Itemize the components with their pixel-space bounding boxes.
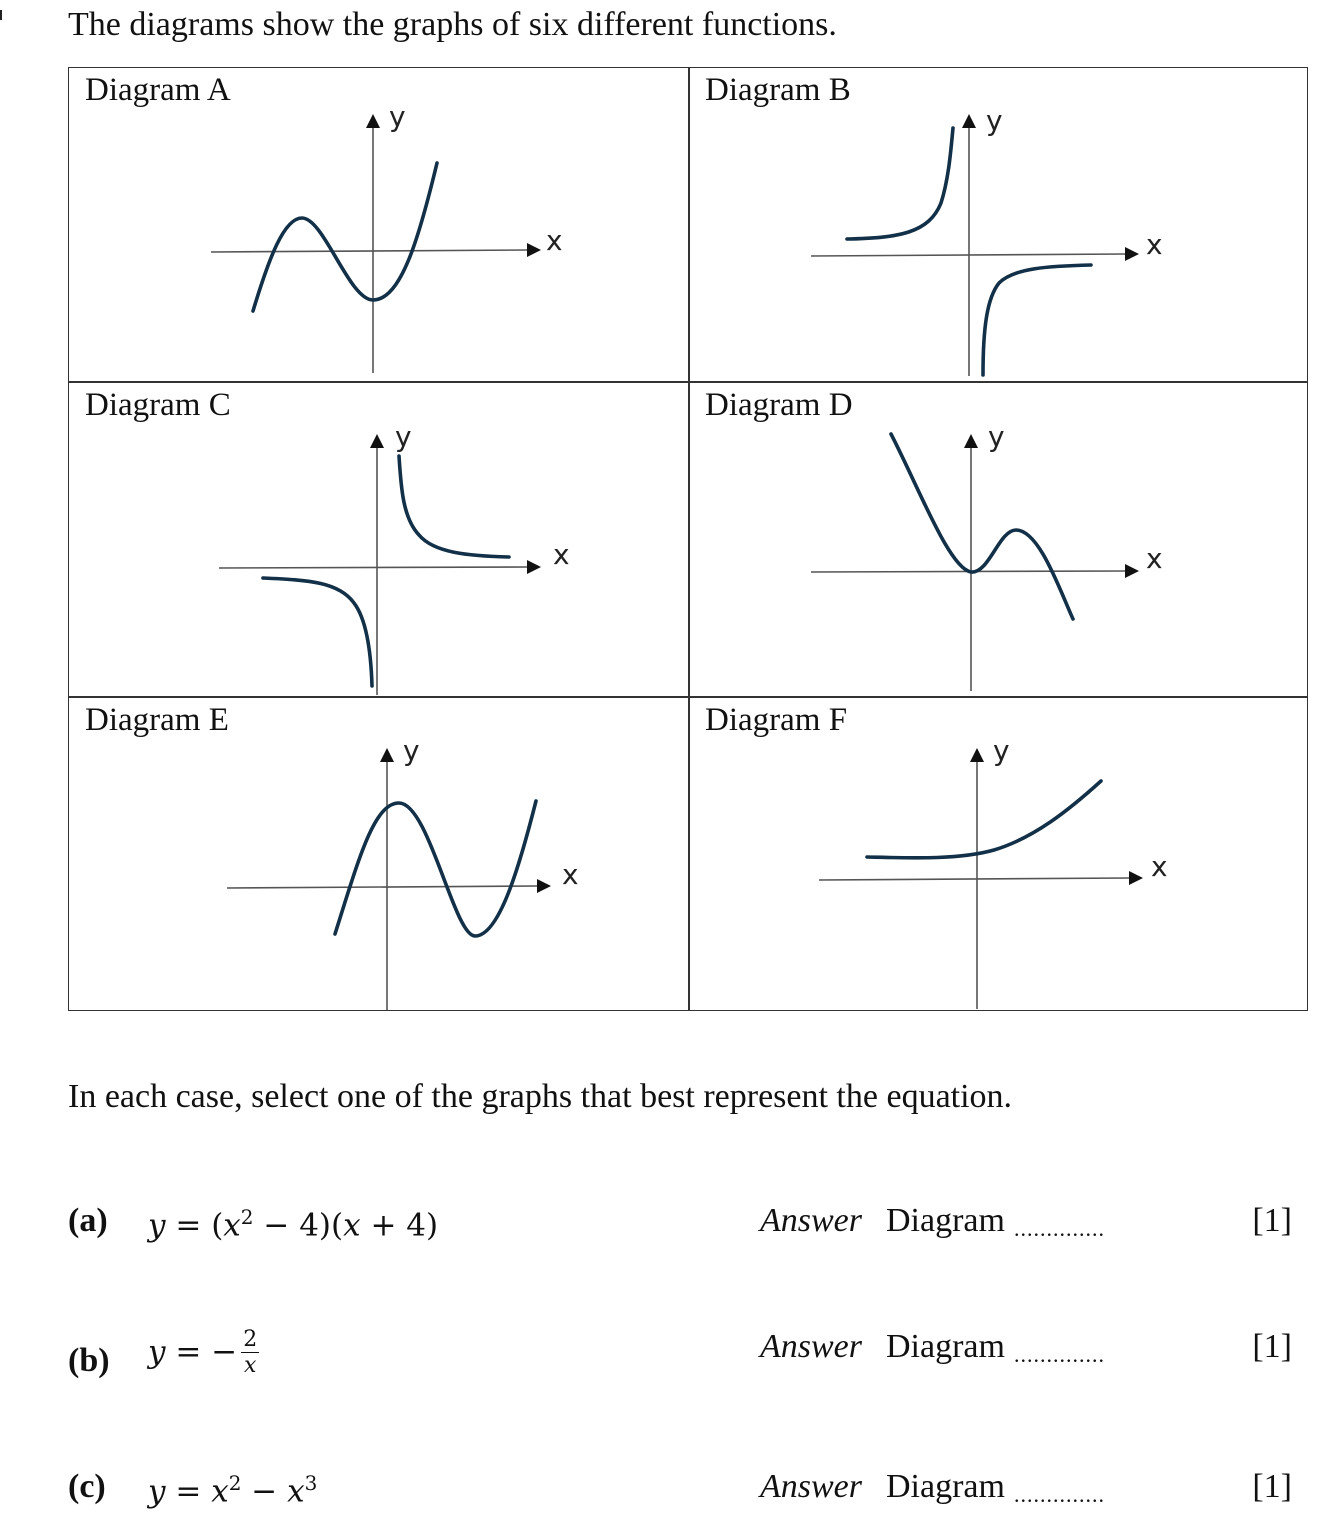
- diagram-d-title: Diagram D: [705, 387, 853, 423]
- question-a-equation: $y = (x^2 - 4)(x + 4)$: [148, 1205, 439, 1244]
- diagram-f-x-axis: [819, 878, 1131, 880]
- diagram-f-curve: [867, 781, 1101, 858]
- question-a-answer-field[interactable]: ..............: [1014, 1216, 1105, 1241]
- diagram-c-x-label: x: [553, 538, 570, 571]
- question-c-answer-label: Answer: [760, 1468, 862, 1505]
- question-a-marks: [1]: [1252, 1202, 1292, 1239]
- diagram-grid: [68, 67, 1308, 1011]
- page-edge-mark: [0, 10, 2, 20]
- question-a-label: (a): [68, 1202, 108, 1239]
- diagram-f-y-arrow: [970, 748, 984, 762]
- diagram-f-y-label: y: [993, 734, 1010, 767]
- diagram-b-x-label: x: [1146, 228, 1163, 261]
- question-b-label: (b): [68, 1342, 110, 1379]
- diagram-d-y-label: y: [988, 420, 1005, 453]
- question-c: [68, 1468, 1308, 1528]
- question-b-answer-label: Answer: [760, 1328, 862, 1365]
- diagram-a-title: Diagram A: [85, 72, 231, 108]
- diagram-e-x-label: x: [562, 858, 579, 891]
- diagram-e-title: Diagram E: [85, 702, 229, 738]
- question-c-answer-prefix: Diagram: [886, 1468, 1005, 1505]
- diagram-c-title: Diagram C: [85, 387, 231, 423]
- diagram-b-y-label: y: [986, 104, 1003, 137]
- diagram-f-x-arrow: [1129, 871, 1143, 885]
- question-a-answer-prefix: Diagram: [886, 1202, 1005, 1239]
- diagram-f-x-label: x: [1151, 850, 1168, 883]
- question-b-marks: [1]: [1252, 1328, 1292, 1365]
- question-c-answer-field[interactable]: ..............: [1014, 1482, 1105, 1507]
- question-b-answer-field[interactable]: ..............: [1014, 1342, 1105, 1367]
- question-c-marks: [1]: [1252, 1468, 1292, 1505]
- diagram-a-y-label: y: [389, 100, 406, 133]
- diagram-e-y-label: y: [403, 734, 420, 767]
- diagram-d-x-label: x: [1146, 542, 1163, 575]
- instruction-text: In each case, select one of the graphs that best represent the equation.: [68, 1078, 1013, 1115]
- question-a: [68, 1202, 1308, 1262]
- diagram-c-y-label: y: [395, 420, 412, 453]
- question-b-equation: y = − $\frac{2}{x}$: [148, 1327, 258, 1378]
- question-b-answer-prefix: Diagram: [886, 1328, 1005, 1365]
- diagram-a-x-label: x: [546, 224, 563, 257]
- intro-text: The diagrams show the graphs of six different functions.: [68, 6, 837, 43]
- question-a-answer-label: Answer: [760, 1202, 862, 1239]
- diagram-f-graph: [69, 68, 1309, 1012]
- question-c-label: (c): [68, 1468, 106, 1505]
- question-b: [68, 1328, 1308, 1388]
- question-c-equation: $y = x^2 - x^3$: [148, 1471, 318, 1510]
- diagram-f-title: Diagram F: [705, 702, 848, 738]
- diagram-b-title: Diagram B: [705, 72, 851, 108]
